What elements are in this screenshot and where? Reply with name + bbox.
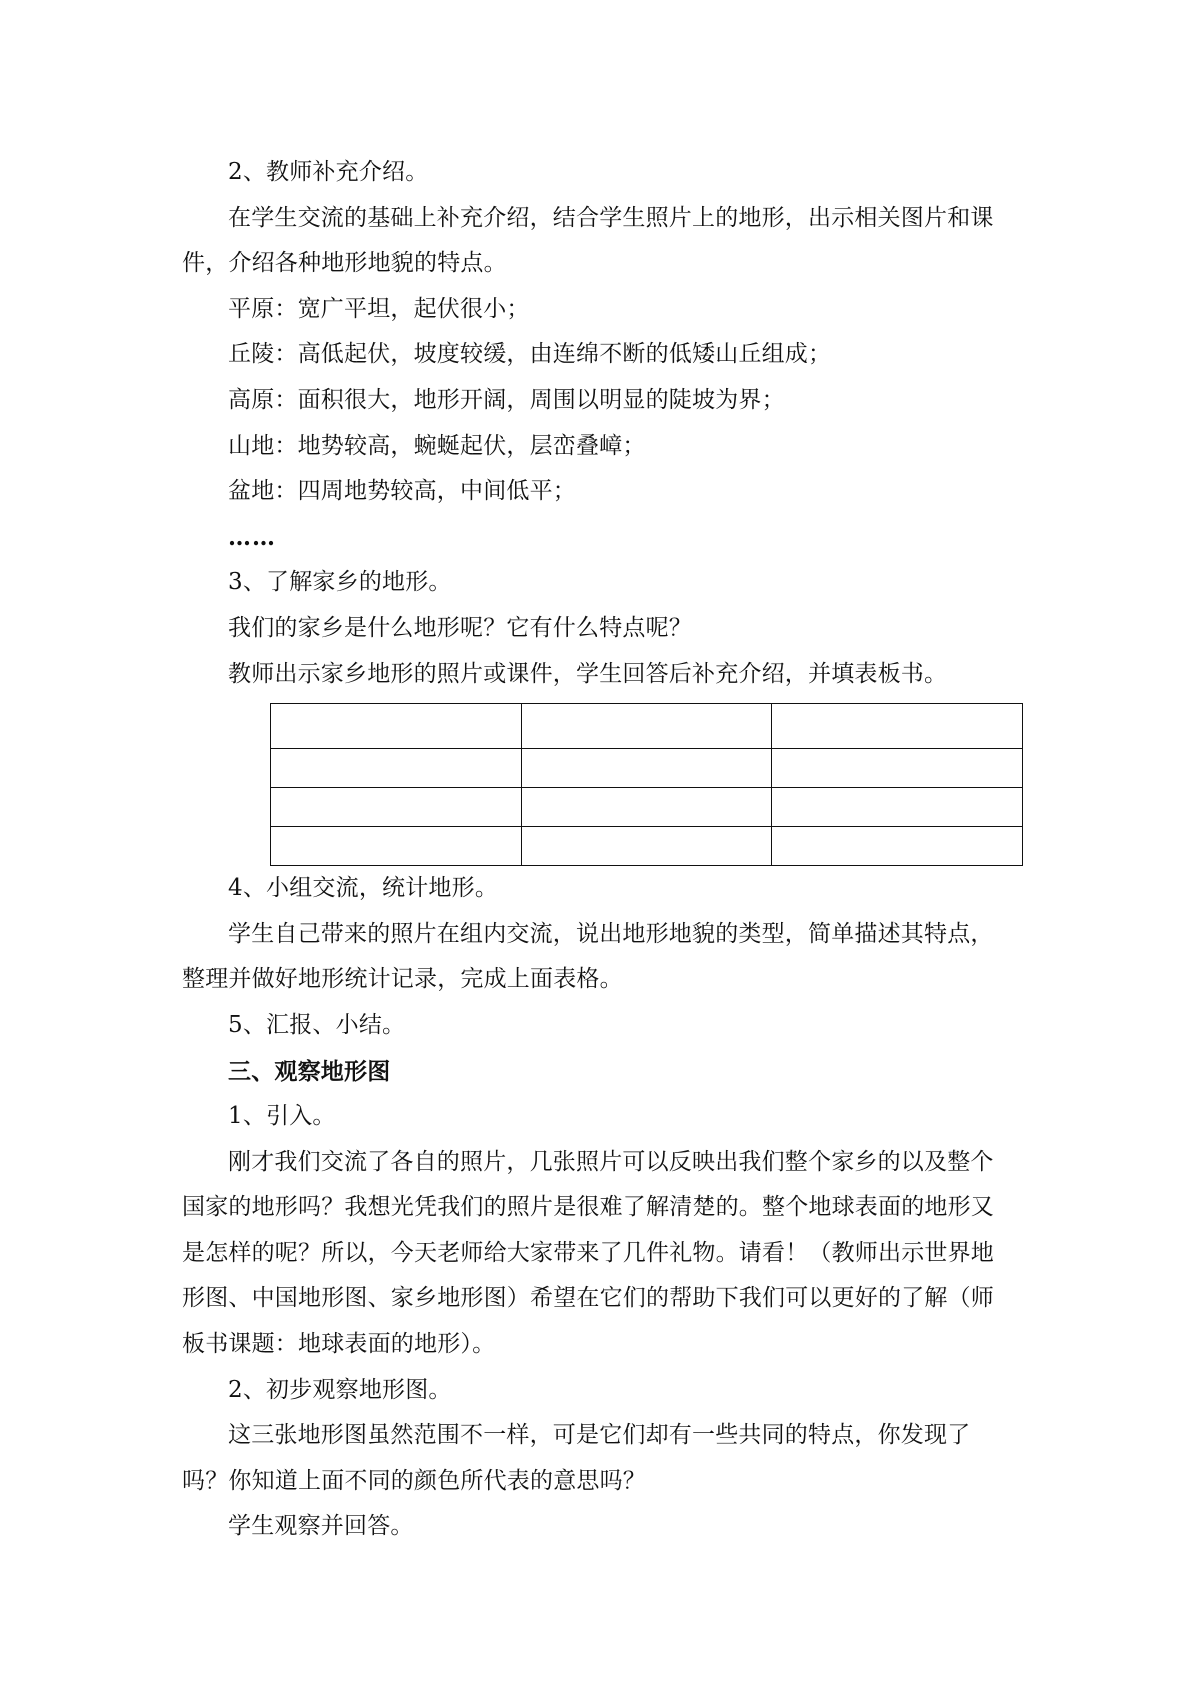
table-row	[271, 788, 1023, 827]
table-cell	[271, 704, 522, 749]
document-body	[182, 150, 1012, 1550]
ellipsis: ……	[228, 523, 276, 551]
table-cell	[521, 749, 772, 788]
table-cell	[271, 749, 522, 788]
table-row	[271, 749, 1023, 788]
paragraph-students-answer: 学生观察并回答。	[228, 1513, 414, 1540]
subheading-hometown-landform: 3、了解家乡的地形。	[228, 569, 452, 596]
section-heading-observe-map: 三、观察地形图	[228, 1057, 391, 1085]
landform-plain: 平原：宽广平坦，起伏很小；	[228, 295, 530, 322]
paragraph-supplement-intro: 在学生交流的基础上补充介绍，结合学生照片上的地形，出示相关图片和课件，介绍各种地形地貌的特点。	[182, 204, 994, 277]
landform-plateau: 高原：面积很大，地形开阔，周围以明显的陡坡为界；	[228, 386, 785, 413]
landform-mountain: 山地：地势较高，蜿蜒起伏，层峦叠嶂；	[228, 432, 646, 459]
table-cell	[521, 788, 772, 827]
landform-table	[270, 703, 1023, 866]
table-cell	[772, 788, 1023, 827]
paragraph-introduction: 刚才我们交流了各自的照片，几张照片可以反映出我们整个家乡的以及整个国家的地形吗？我想光凭我们的照片是很难了解清楚的。整个地球表面的地形又是怎样的呢？所以，今天老师给大家带来了几件礼物。请看！（教师出示世界地形图、中国地形图、家乡地形图）希望在它们的帮助下我们可以更好的了解（师板书课题：地球表面的地形）。	[182, 1148, 994, 1358]
question-hometown: 我们的家乡是什么地形呢？它有什么特点呢？	[228, 614, 692, 641]
subheading-introduction: 1、引入。	[228, 1103, 336, 1130]
landform-table-wrapper	[270, 703, 1023, 866]
table-cell	[271, 827, 522, 866]
landform-hills: 丘陵：高低起伏，坡度较缓，由连绵不断的低矮山丘组成；	[228, 341, 832, 368]
table-row	[271, 827, 1023, 866]
landform-basin: 盆地：四周地势较高，中间低平；	[228, 478, 576, 505]
table-cell	[521, 704, 772, 749]
table-cell	[772, 827, 1023, 866]
table-cell	[772, 749, 1023, 788]
subheading-initial-observation: 2、初步观察地形图。	[228, 1376, 452, 1403]
table-row	[271, 704, 1023, 749]
paragraph-group-exchange: 学生自己带来的照片在组内交流，说出地形地貌的类型，简单描述其特点，整理并做好地形统计记录，完成上面表格。	[182, 920, 994, 993]
paragraph-teacher-shows: 教师出示家乡地形的照片或课件，学生回答后补充介绍，并填表板书。	[228, 660, 948, 687]
subheading-teacher-supplement: 2、教师补充介绍。	[228, 159, 429, 185]
table-cell	[521, 827, 772, 866]
subheading-group-exchange: 4、小组交流，统计地形。	[228, 875, 499, 902]
table-cell	[772, 704, 1023, 749]
subheading-report-summary: 5、汇报、小结。	[228, 1011, 406, 1038]
section-before-table	[182, 150, 1012, 697]
table-cell	[271, 788, 522, 827]
section-after-table	[182, 866, 1012, 1550]
paragraph-common-features: 这三张地形图虽然范围不一样，可是它们却有一些共同的特点，你发现了吗？你知道上面不同的颜色所代表的意思吗？	[182, 1422, 971, 1494]
